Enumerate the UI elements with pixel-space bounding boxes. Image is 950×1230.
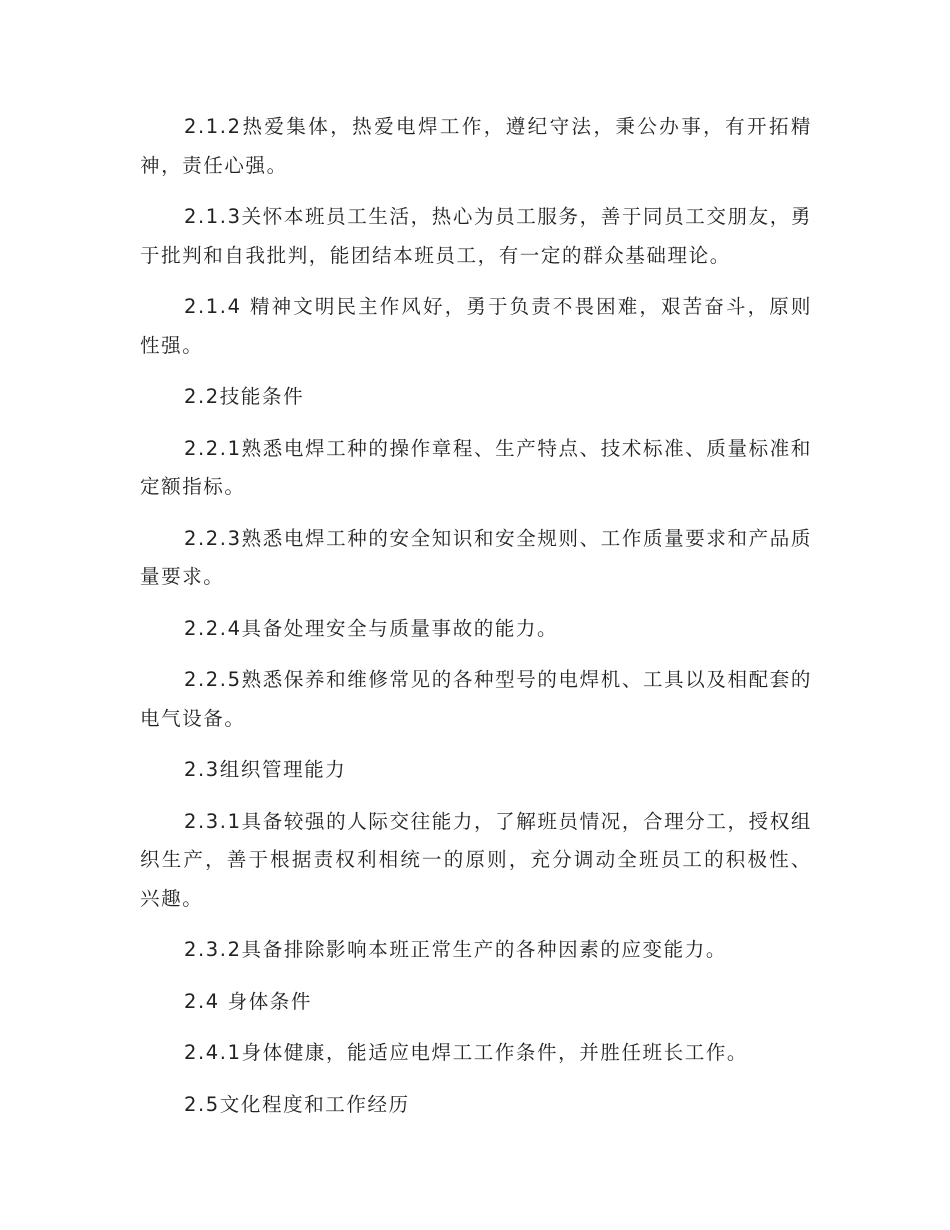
paragraph-2-3-1: 2.3.1具备较强的人际交往能力，了解班员情况，合理分工，授权组织生产，善于根据责权利相统一的原则，充分调动全班员工的积极性、兴趣。 bbox=[140, 809, 812, 910]
section-heading-2-2: 2.2技能条件 bbox=[184, 385, 305, 408]
paragraph-2-2-3: 2.2.3熟悉电焊工种的安全知识和安全规则、工作质量要求和产品质量要求。 bbox=[140, 526, 812, 588]
paragraph-2-2-4: 2.2.4具备处理安全与质量事故的能力。 bbox=[184, 616, 559, 640]
paragraph-2-2-5: 2.2.5熟悉保养和维修常见的各种型号的电焊机、工具以及相配套的电气设备。 bbox=[140, 668, 812, 730]
paragraph-2-1-3: 2.1.3关怀本班员工生活，热心为员工服务，善于同员工交朋友，勇于批判和自我批判，能团结本班员工，有一定的群众基础理论。 bbox=[140, 205, 812, 267]
section-heading-2-4: 2.4 身体条件 bbox=[184, 989, 313, 1013]
section-heading-2-5: 2.5文化程度和工作经历 bbox=[184, 1092, 410, 1116]
paragraph-2-4-1: 2.4.1身体健康，能适应电焊工工作条件，并胜任班长工作。 bbox=[184, 1041, 749, 1064]
paragraph-2-3-2: 2.3.2具备排除影响本班正常生产的各种因素的应变能力。 bbox=[184, 938, 727, 961]
document-page bbox=[140, 108, 812, 1137]
section-heading-2-3: 2.3组织管理能力 bbox=[184, 758, 347, 781]
paragraph-2-1-4: 2.1.4 精神文明民主作风好，勇于负责不畏困难，艰苦奋斗，原则性强。 bbox=[140, 295, 812, 357]
paragraph-2-1-2: 2.1.2热爱集体，热爱电焊工作，遵纪守法，秉公办事，有开拓精神，责任心强。 bbox=[140, 115, 812, 177]
paragraph-2-2-1: 2.2.1熟悉电焊工种的操作章程、生产特点、技术标准、质量标准和定额指标。 bbox=[140, 436, 812, 498]
